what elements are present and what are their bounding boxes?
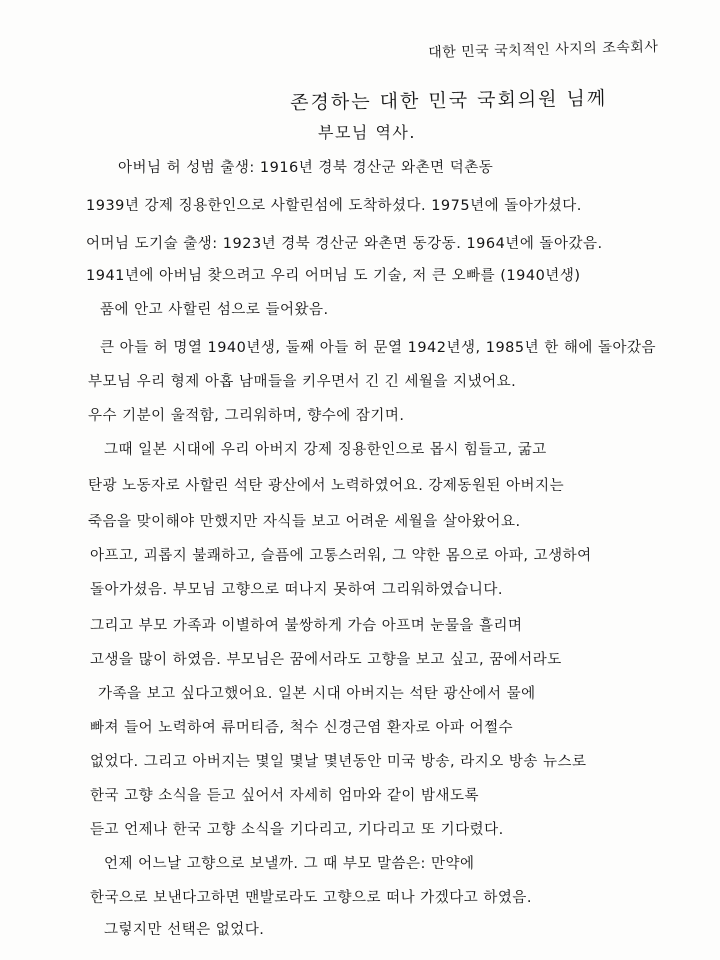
letter-line: 어머님 도기술 출생: 1923년 경북 경산군 와촌면 동강동. 1964년에 돌아갔음. <box>86 236 603 252</box>
letter-line: 아프고, 괴롭지 불쾌하고, 슬픔에 고통스러워, 그 약한 몸으로 아파, 고생하여 <box>90 548 592 564</box>
letter-line: 큰 아들 허 명열 1940년생, 둘째 아들 허 문열 1942년생, 1985년 한 해에 돌아갔음 <box>100 340 657 356</box>
letter-line: 빠져 들어 노력하여 류머티즘, 척수 신경근염 환자로 아파 어쩔수 <box>90 720 514 736</box>
letter-line: 부모님 우리 형제 아홉 남매들을 키우면서 긴 긴 세월을 지냈어요. <box>88 374 517 390</box>
letter-line: 아버님 허 성범 출생: 1916년 경북 경산군 와촌면 덕촌동 <box>118 160 494 176</box>
letter-line: 한국 고향 소식을 듣고 싶어서 자세히 엄마와 같이 밤새도록 <box>90 788 480 804</box>
letter-line: 1939년 강제 징용한인으로 사할린섬에 도착하셨다. 1975년에 돌아가셨다. <box>86 198 582 214</box>
letter-line: 탄광 노동자로 사할린 석탄 광산에서 노력하였어요. 강제동원된 아버지는 <box>88 478 565 494</box>
letter-line: 그렇지만 선택은 없었다. <box>104 922 265 938</box>
letter-greeting: 부모님 역사. <box>318 123 416 142</box>
letter-line: 한국으로 보낸다고하면 맨발로라도 고향으로 떠나 가겠다고 하였음. <box>90 890 532 906</box>
letter-line: 언제 어느날 고향으로 보낼까. 그 때 부모 말씀은: 만약에 <box>104 856 475 872</box>
letter-line: 없었다. 그리고 아버지는 몇일 몇날 몇년동안 미국 방송, 라지오 방송 뉴스로 <box>90 754 587 770</box>
letter-line: 가족을 보고 싶다고했어요. 일본 시대 아버지는 석탄 광산에서 물에 <box>98 686 536 702</box>
organization-header: 대한 민국 국치적인 사지의 조속회사 <box>428 38 659 61</box>
letter-line: 고생을 많이 하였음. 부모님은 꿈에서라도 고향을 보고 싶고, 꿈에서라도 <box>90 652 562 668</box>
letter-line: 그때 일본 시대에 우리 아버지 강제 징용한인으로 몹시 힘들고, 굶고 <box>104 442 547 458</box>
letter-line: 듣고 언제나 한국 고향 소식을 기다리고, 기다리고 또 기다렸다. <box>90 822 504 838</box>
letter-line: 품에 안고 사할린 섬으로 들어왔음. <box>100 302 329 318</box>
letter-line: 죽음을 맞이해야 만했지만 자식들 보고 어려운 세월을 살아왔어요. <box>88 514 521 530</box>
letter-line: 그리고 부모 가족과 이별하여 불쌍하게 가슴 아프며 눈물을 흘리며 <box>90 618 523 634</box>
letter-line: 돌아가셨음. 부모님 고향으로 떠나지 못하여 그리워하였습니다. <box>90 582 503 598</box>
letter-line: 우수 기분이 울적함, 그리워하며, 향수에 잠기며. <box>88 408 405 424</box>
letter-line: 1941년에 아버님 찾으려고 우리 어머님 도 기술, 저 큰 오빠를 (1940년생) <box>86 268 581 284</box>
letter-title: 존경하는 대한 민국 국회의원 님께 <box>290 87 608 114</box>
